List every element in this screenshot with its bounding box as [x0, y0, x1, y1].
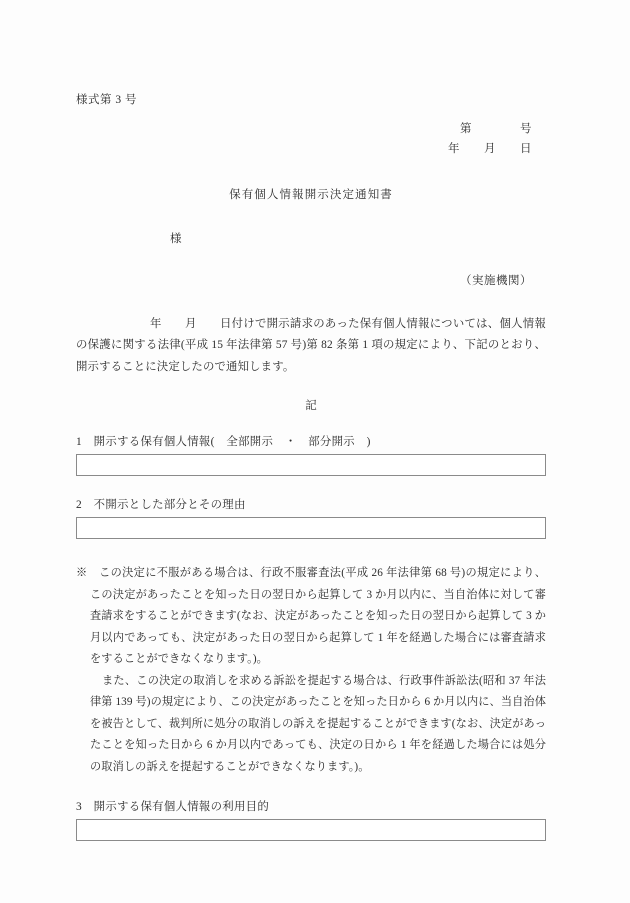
- section-label-2: 2 不開示とした部分とその理由: [76, 499, 246, 512]
- body-paragraph: 年 月 日付けで開示請求のあった保有個人情報については、個人情報の保護に関する法律(平成 15 年法律第 57 号)第 82 条第 1 項の規定により、下記のとおり、開示することに決定したので通知します。: [76, 317, 546, 374]
- notice-paragraph-litigation: また、この決定の取消しを求める訴訟を提起する場合は、行政事件訴訟法(昭和 37 年法律第 139 号)の規定により、この決定があったことを知った日から 6 か月以内に、当自治体を被告として、裁判所に処分の取消しの訴えを提起することができます(なお、決定があったことを知った日から 6 か月以内であっても、決定の日から 1 年を経過した場合には処分の取消しの訴えを提起することができなくなります。)。: [90, 674, 546, 773]
- input-box-disclosed-info[interactable]: [76, 454, 546, 476]
- section-label-1: 1 開示する保有個人情報( 全部開示 ・ 部分開示 ): [76, 436, 371, 449]
- document-date-line: 年 月 日: [448, 143, 532, 156]
- section-nondisclosed-reason: [76, 496, 546, 539]
- document-meta: [76, 119, 546, 159]
- implementing-agency-label: （実施機関）: [460, 274, 532, 287]
- notice-paragraph-appeal: ※ この決定に不服がある場合は、行政不服審査法(平成 26 年法律第 68 号)の規定により、この決定があったことを知った日の翌日から起算して 3 か月以内に、当自治体に対して審査請求をすることができます(なお、決定があったことを知った日の翌日から起算して 3 か月以内であっても、決定があった日の翌日から起算して 1 年を経過した場合には審査請求をすることができなくなります。)。: [76, 567, 546, 666]
- input-box-nondisclosed-reason[interactable]: [76, 517, 546, 539]
- section-label-3: 3 開示する保有個人情報の利用目的: [76, 801, 270, 814]
- ki-marker: 記: [305, 400, 317, 413]
- input-box-purpose-of-use[interactable]: [76, 819, 546, 841]
- addressee-line: 様: [170, 232, 182, 245]
- page-title: 保有個人情報開示決定通知書: [229, 188, 393, 201]
- form-number: 様式第 3 号: [76, 94, 137, 106]
- legal-notice-block: [76, 563, 546, 778]
- document-number-line: 第 号: [460, 123, 532, 136]
- section-disclosed-info: [76, 433, 546, 476]
- document-content: [76, 92, 546, 841]
- section-purpose-of-use: [76, 798, 546, 841]
